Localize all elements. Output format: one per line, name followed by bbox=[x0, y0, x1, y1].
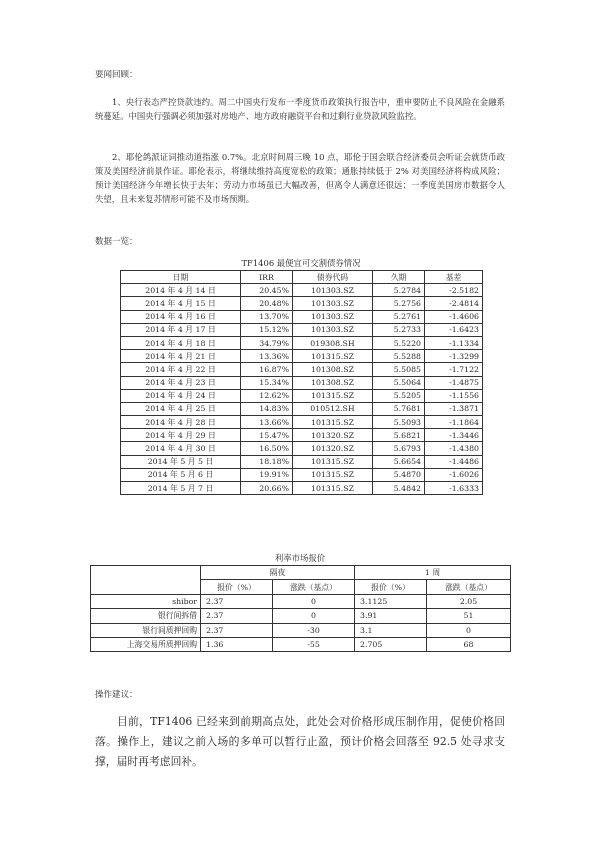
ctd-table-row-cell: 19.91% bbox=[241, 468, 293, 481]
rate-table-row-cell: 3.91 bbox=[355, 609, 427, 623]
ctd-table-row-cell: 101308.SZ bbox=[293, 363, 373, 376]
rate-table-row-cell: -55 bbox=[273, 637, 355, 651]
ctd-table-header-row bbox=[121, 271, 483, 284]
rate-table-row-cell: 51 bbox=[427, 609, 511, 623]
ctd-table-row-cell: 5.5220 bbox=[373, 336, 425, 349]
rate-table-row-cell: 上海交易所质押回购 bbox=[91, 637, 201, 651]
ctd-table-row-cell: 5.5064 bbox=[373, 376, 425, 389]
ctd-table-row-cell: 2014 年 4 月 25 日 bbox=[121, 402, 241, 415]
ctd-table-row-cell: 2014 年 4 月 18 日 bbox=[121, 336, 241, 349]
ctd-table-row-cell: 2014 年 4 月 23 日 bbox=[121, 376, 241, 389]
ctd-table-row-cell: 2014 年 4 月 30 日 bbox=[121, 442, 241, 455]
ctd-table-row-cell: 2014 年 4 月 24 日 bbox=[121, 389, 241, 402]
ctd-table-row-cell: 2014 年 4 月 14 日 bbox=[121, 284, 241, 297]
rate-table-row-cell: 0 bbox=[273, 594, 355, 608]
ctd-table-row-cell: 13.66% bbox=[241, 416, 293, 429]
rate-table-row-cell: -30 bbox=[273, 623, 355, 637]
ctd-table-row bbox=[121, 336, 483, 349]
ctd-table-row-cell: 20.66% bbox=[241, 482, 293, 495]
ctd-bond-table bbox=[120, 270, 483, 495]
ctd-table-row-cell: 101315.SZ bbox=[293, 468, 373, 481]
ctd-table-row bbox=[121, 376, 483, 389]
ctd-table-row-cell: 101320.SZ bbox=[293, 442, 373, 455]
ctd-table-row-cell: 5.2756 bbox=[373, 297, 425, 310]
ctd-table-row bbox=[121, 389, 483, 402]
ctd-table-row-cell: 5.5093 bbox=[373, 416, 425, 429]
rate-table-row bbox=[91, 594, 511, 608]
ctd-table-row-cell: -2.5182 bbox=[425, 284, 483, 297]
ctd-table-row-cell: 16.50% bbox=[241, 442, 293, 455]
rate-table-row-cell: shibor bbox=[91, 594, 201, 608]
rate-table-row-cell: 2.05 bbox=[427, 594, 511, 608]
ctd-table-row-cell: 2014 年 4 月 17 日 bbox=[121, 323, 241, 336]
rate-subheader-quote-week: 报价（%） bbox=[355, 580, 427, 594]
ctd-table-row-cell: -1.4875 bbox=[425, 376, 483, 389]
ctd-table-row bbox=[121, 310, 483, 323]
ctd-table-row-cell: 2014 年 4 月 15 日 bbox=[121, 297, 241, 310]
ctd-table-row-cell: 101320.SZ bbox=[293, 429, 373, 442]
rate-table-title: 利率市场报价 bbox=[274, 553, 326, 563]
ctd-table-row bbox=[121, 468, 483, 481]
ctd-table-row-cell: 5.5085 bbox=[373, 363, 425, 376]
advice-heading: 操作建议： bbox=[95, 690, 138, 700]
rate-table-row-cell: 2.37 bbox=[201, 594, 273, 608]
ctd-table-row-cell: -1.4380 bbox=[425, 442, 483, 455]
ctd-header-bond-code: 债券代码 bbox=[293, 271, 373, 284]
ctd-table-row-cell: 010512.SH bbox=[293, 402, 373, 415]
rate-header-one-week: 1 周 bbox=[355, 566, 511, 580]
ctd-table-row-cell: -1.4486 bbox=[425, 455, 483, 468]
ctd-table-row bbox=[121, 429, 483, 442]
news-item-2: 2、耶伦鸽派证词推动道指涨 0.7%。北京时间周三晚 10 点，耶伦于国会联合经济委员会听证会就货币政策及美国经济前景作证。耶伦表示，将继续维持高度宽松的政策；通胀持续低于 2% 对美国经济将构成风险；预计美国经济今年增长快于去年；劳动力市场虽已大幅改善，但离令人满意还很远；一季度美国房市数据令人失望，且未来复苏情形可能不及市场预期。 bbox=[95, 152, 505, 204]
rate-table-row-cell: 3.1 bbox=[355, 623, 427, 637]
ctd-table-row bbox=[121, 363, 483, 376]
rate-table-body bbox=[91, 594, 511, 652]
ctd-table-row-cell: 2014 年 5 月 5 日 bbox=[121, 455, 241, 468]
ctd-table-row bbox=[121, 442, 483, 455]
ctd-table-row-cell: -1.1334 bbox=[425, 336, 483, 349]
ctd-table-row-cell: 2014 年 4 月 22 日 bbox=[121, 363, 241, 376]
ctd-table-row-cell: -1.6333 bbox=[425, 482, 483, 495]
ctd-table-row-cell: 101303.SZ bbox=[293, 310, 373, 323]
ctd-table-row-cell: 101315.SZ bbox=[293, 455, 373, 468]
ctd-header-date: 日期 bbox=[121, 271, 241, 284]
ctd-table-title: TF1406 最便宜可交割债券情况 bbox=[241, 258, 361, 268]
ctd-table-row bbox=[121, 297, 483, 310]
rate-table-row-cell: 银行间质押回购 bbox=[91, 623, 201, 637]
ctd-table-row-cell: 101303.SZ bbox=[293, 297, 373, 310]
ctd-table-row-cell: 5.6654 bbox=[373, 455, 425, 468]
news-heading: 要闻回顾： bbox=[95, 70, 138, 80]
ctd-table-row-cell: 15.34% bbox=[241, 376, 293, 389]
rate-table-row-cell: 银行间拆借 bbox=[91, 609, 201, 623]
rate-table-row-cell: 1.36 bbox=[201, 637, 273, 651]
ctd-table-row-cell: 5.2784 bbox=[373, 284, 425, 297]
ctd-table-row-cell: 5.4870 bbox=[373, 468, 425, 481]
ctd-table-row-cell: -1.6423 bbox=[425, 323, 483, 336]
ctd-table-row-cell: -1.6026 bbox=[425, 468, 483, 481]
rate-header-overnight: 隔夜 bbox=[201, 566, 355, 580]
rate-table-row-cell: 2.705 bbox=[355, 637, 427, 651]
ctd-table-row-cell: 101315.SZ bbox=[293, 350, 373, 363]
ctd-table-row-cell: 5.5288 bbox=[373, 350, 425, 363]
news-item-1: 1、央行表态严控贷款违约。周二中国央行发布一季度货币政策执行报告中，重申要防止不良风险在金融系统蔓延。中国央行强调必须加强对房地产、地方政府融资平台和过剩行业贷款风险监控。 bbox=[95, 97, 505, 121]
rate-table-row bbox=[91, 609, 511, 623]
ctd-header-duration: 久期 bbox=[373, 271, 425, 284]
ctd-table-row-cell: 101315.SZ bbox=[293, 482, 373, 495]
ctd-table-row bbox=[121, 350, 483, 363]
ctd-table-row-cell: 14.83% bbox=[241, 402, 293, 415]
ctd-table-row-cell: -1.3871 bbox=[425, 402, 483, 415]
rate-table-row bbox=[91, 637, 511, 651]
rate-table-row bbox=[91, 623, 511, 637]
ctd-table-row-cell: 34.79% bbox=[241, 336, 293, 349]
rate-table-row-cell: 2.37 bbox=[201, 623, 273, 637]
rate-table-row-cell: 2.37 bbox=[201, 609, 273, 623]
rate-table-group-row bbox=[91, 566, 511, 580]
ctd-table-row-cell: -1.3446 bbox=[425, 429, 483, 442]
ctd-header-basis: 基差 bbox=[425, 271, 483, 284]
ctd-table-row-cell: 5.6793 bbox=[373, 442, 425, 455]
ctd-table-row-cell: 20.45% bbox=[241, 284, 293, 297]
rate-quote-table bbox=[90, 565, 511, 652]
ctd-table-row-cell: -1.7122 bbox=[425, 363, 483, 376]
ctd-table-row-cell: -1.4606 bbox=[425, 310, 483, 323]
rate-table-row-cell: 3.1125 bbox=[355, 594, 427, 608]
ctd-table-body bbox=[121, 284, 483, 495]
ctd-table-row-cell: 13.70% bbox=[241, 310, 293, 323]
rate-subheader-quote-overnight: 报价（%） bbox=[201, 580, 273, 594]
rate-table-row-cell: 0 bbox=[427, 623, 511, 637]
ctd-table-row-cell: 15.12% bbox=[241, 323, 293, 336]
rate-subheader-change-overnight: 涨跌（基点） bbox=[273, 580, 355, 594]
ctd-table-row-cell: 2014 年 5 月 7 日 bbox=[121, 482, 241, 495]
ctd-table-row-cell: 101315.SZ bbox=[293, 389, 373, 402]
rate-table-row-cell: 68 bbox=[427, 637, 511, 651]
ctd-table-row bbox=[121, 402, 483, 415]
rate-subheader-change-week: 涨跌（基点） bbox=[427, 580, 511, 594]
ctd-table-row bbox=[121, 455, 483, 468]
ctd-table-row-cell: 101303.SZ bbox=[293, 323, 373, 336]
ctd-table-row-cell: -1.1864 bbox=[425, 416, 483, 429]
ctd-table-row-cell: 2014 年 5 月 6 日 bbox=[121, 468, 241, 481]
rate-table-row-cell: 0 bbox=[273, 609, 355, 623]
ctd-table-row-cell: -2.4814 bbox=[425, 297, 483, 310]
ctd-table-row-cell: 5.2733 bbox=[373, 323, 425, 336]
ctd-table-row-cell: 5.2761 bbox=[373, 310, 425, 323]
ctd-table-row-cell: 101308.SZ bbox=[293, 376, 373, 389]
ctd-table-row-cell: 5.7681 bbox=[373, 402, 425, 415]
ctd-table-row-cell: 13.36% bbox=[241, 350, 293, 363]
ctd-table-row-cell: -1.3299 bbox=[425, 350, 483, 363]
ctd-table-row-cell: 101303.SZ bbox=[293, 284, 373, 297]
ctd-table-row-cell: 2014 年 4 月 21 日 bbox=[121, 350, 241, 363]
ctd-table-row-cell: 5.5205 bbox=[373, 389, 425, 402]
ctd-table-row-cell: 019308.SH bbox=[293, 336, 373, 349]
ctd-table-row bbox=[121, 323, 483, 336]
ctd-table-row-cell: 2014 年 4 月 16 日 bbox=[121, 310, 241, 323]
ctd-table-row-cell: 2014 年 4 月 29 日 bbox=[121, 429, 241, 442]
ctd-table-row-cell: 12.62% bbox=[241, 389, 293, 402]
advice-body: 目前，TF1406 已经来到前期高点处，此处会对价格形成压制作用，促使价格回落。操作上，建议之前入场的多单可以暂行止盈，预计价格会回落至 92.5 处寻求支撑，届时再考虑回补。 bbox=[95, 715, 505, 768]
ctd-table-row bbox=[121, 482, 483, 495]
data-heading: 数据一览： bbox=[95, 237, 138, 247]
rate-header-blank bbox=[91, 566, 201, 595]
ctd-table-row bbox=[121, 284, 483, 297]
ctd-table-row-cell: 101315.SZ bbox=[293, 416, 373, 429]
ctd-table-row-cell: -1.1556 bbox=[425, 389, 483, 402]
ctd-table-row-cell: 2014 年 4 月 28 日 bbox=[121, 416, 241, 429]
ctd-table-row-cell: 5.4842 bbox=[373, 482, 425, 495]
ctd-table-row-cell: 5.6821 bbox=[373, 429, 425, 442]
ctd-header-irr: IRR bbox=[241, 271, 293, 284]
ctd-table-row bbox=[121, 416, 483, 429]
ctd-table-row-cell: 15.47% bbox=[241, 429, 293, 442]
ctd-table-row-cell: 20.48% bbox=[241, 297, 293, 310]
ctd-table-row-cell: 18.18% bbox=[241, 455, 293, 468]
ctd-table-row-cell: 16.87% bbox=[241, 363, 293, 376]
